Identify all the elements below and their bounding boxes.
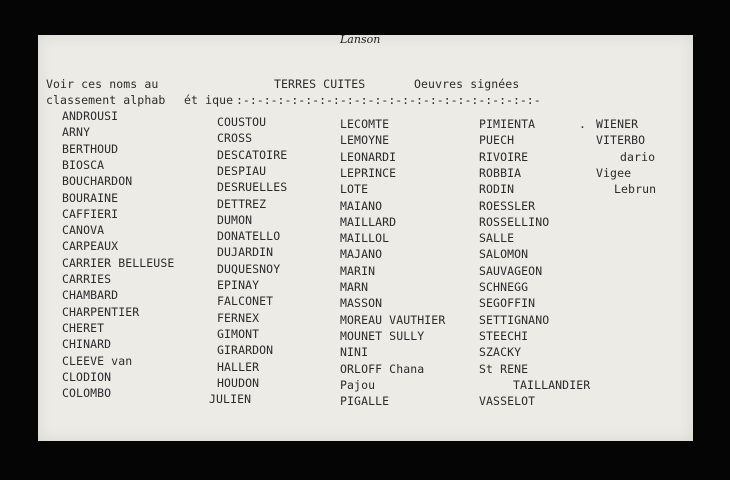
name-entry: CLEEVE van [62,353,133,368]
name-entry: RODIN [479,182,515,197]
name-entry: MAIANO [340,198,383,213]
name-entry: EPINAY [217,278,260,292]
name-entry: TAILLANDIER [513,377,591,392]
name-entry: LOTE [340,182,369,197]
name-entry: GIMONT [217,326,260,341]
name-entry: MARIN [340,263,376,278]
name-entry: CARRIES [62,272,112,286]
name-entry: MOUNET SULLY [340,328,425,343]
name-entry: PUECH [479,133,515,148]
name-entry: CHERET [62,320,105,335]
page-title: TERRES CUITES [274,77,366,91]
name-entry: PIGALLE [340,394,390,409]
name-entry: COUSTOU [217,115,267,129]
name-entry: DUMON [217,212,253,227]
name-entry: STEECHI [479,328,529,343]
name-entry: BOURAINE [62,190,119,205]
name-entry: PIMIENTA [479,117,536,131]
name-entry: FALCONET [217,294,274,309]
name-entry: RIVOIRE [479,149,529,164]
name-entry: Vigee [596,165,632,180]
name-entry: MAILLARD [340,214,397,229]
name-entry: LEPRINCE [340,165,397,180]
name-entry: MARN [340,280,369,294]
name-entry: DUQUESNOY [217,261,281,276]
page-subtitle: Oeuvres signées [414,77,520,91]
name-entry: JULIEN [209,392,252,407]
index-card [38,35,693,441]
name-entry: FERNEX [217,310,260,325]
name-entry: CLODION [62,369,112,384]
name-entry: SEGOFFIN [479,296,536,311]
name-entry: HOUDON [217,375,260,390]
name-entry: BERTHOUD [62,141,119,156]
name-entry: CAFFIERI [62,206,119,221]
name-entry: DETTREZ [217,196,267,211]
name-entry: SETTIGNANO [479,312,550,327]
name-entry: CARPEAUX [62,239,119,254]
dash-rule: :-:-:-:-:-:-:-:-:-:-:-:-:-:-:-:-:-:-:-:-:-:- [236,93,541,107]
name-entry: GIRARDON [217,343,274,358]
name-entry: dario [620,149,656,164]
name-entry: SALLE [479,231,515,246]
name-entry: ROBBIA [479,165,522,180]
name-entry: DESPIAU [217,163,267,178]
name-entry: CHINARD [62,337,112,352]
note-line-1: Voir ces noms au [46,77,159,91]
name-entry: MOREAU VAUTHIER [340,312,446,327]
name-entry: Lebrun [614,182,657,197]
name-entry: CARRIER BELLEUSE [62,255,175,270]
name-entry: COLOMBO [62,386,112,401]
name-entry: SZACKY [479,345,522,360]
bullet-mark: . [579,117,587,131]
name-entry: Pajou [340,377,376,392]
name-entry: DESRUELLES [217,180,288,195]
name-entry: VITERBO [596,133,646,148]
name-entry: VASSELOT [479,394,536,409]
name-entry: ANDROUSI [62,109,119,123]
name-entry: NINI [340,345,369,360]
name-entry: SALOMON [479,247,529,262]
name-entry: ROSSELLINO [479,214,550,229]
name-entry: LEONARDI [340,149,397,164]
name-entry: ORLOFF Chana [340,361,425,376]
name-entry: ARNY [62,125,91,140]
name-entry: BOUCHARDON [62,174,133,189]
name-entry: St RENE [479,361,529,376]
name-entry: SAUVAGEON [479,263,543,278]
name-entry: DUJARDIN [217,245,274,260]
name-entry: LECOMTE [340,117,390,131]
handwritten-annotation: Lanson [340,33,381,46]
name-entry: BIOSCA [62,157,105,172]
name-entry: MAJANO [340,247,383,262]
name-entry: MAILLOL [340,231,390,246]
name-entry: CROSS [217,131,253,146]
overtyped-text: ét ique [184,93,234,107]
name-entry: SCHNEGG [479,280,529,294]
name-entry: ROESSLER [479,198,536,213]
name-entry: CHAMBARD [62,288,119,303]
name-entry: HALLER [217,359,260,374]
name-entry: WIENER [596,117,639,131]
name-entry: DONATELLO [217,229,281,244]
name-entry: CHARPENTIER [62,304,140,319]
name-entry: CANOVA [62,223,105,238]
name-entry: MASSON [340,296,383,311]
name-entry: DESCATOIRE [217,147,288,162]
name-entry: LEMOYNE [340,133,390,148]
note-line-2: classement alphab [46,93,166,107]
